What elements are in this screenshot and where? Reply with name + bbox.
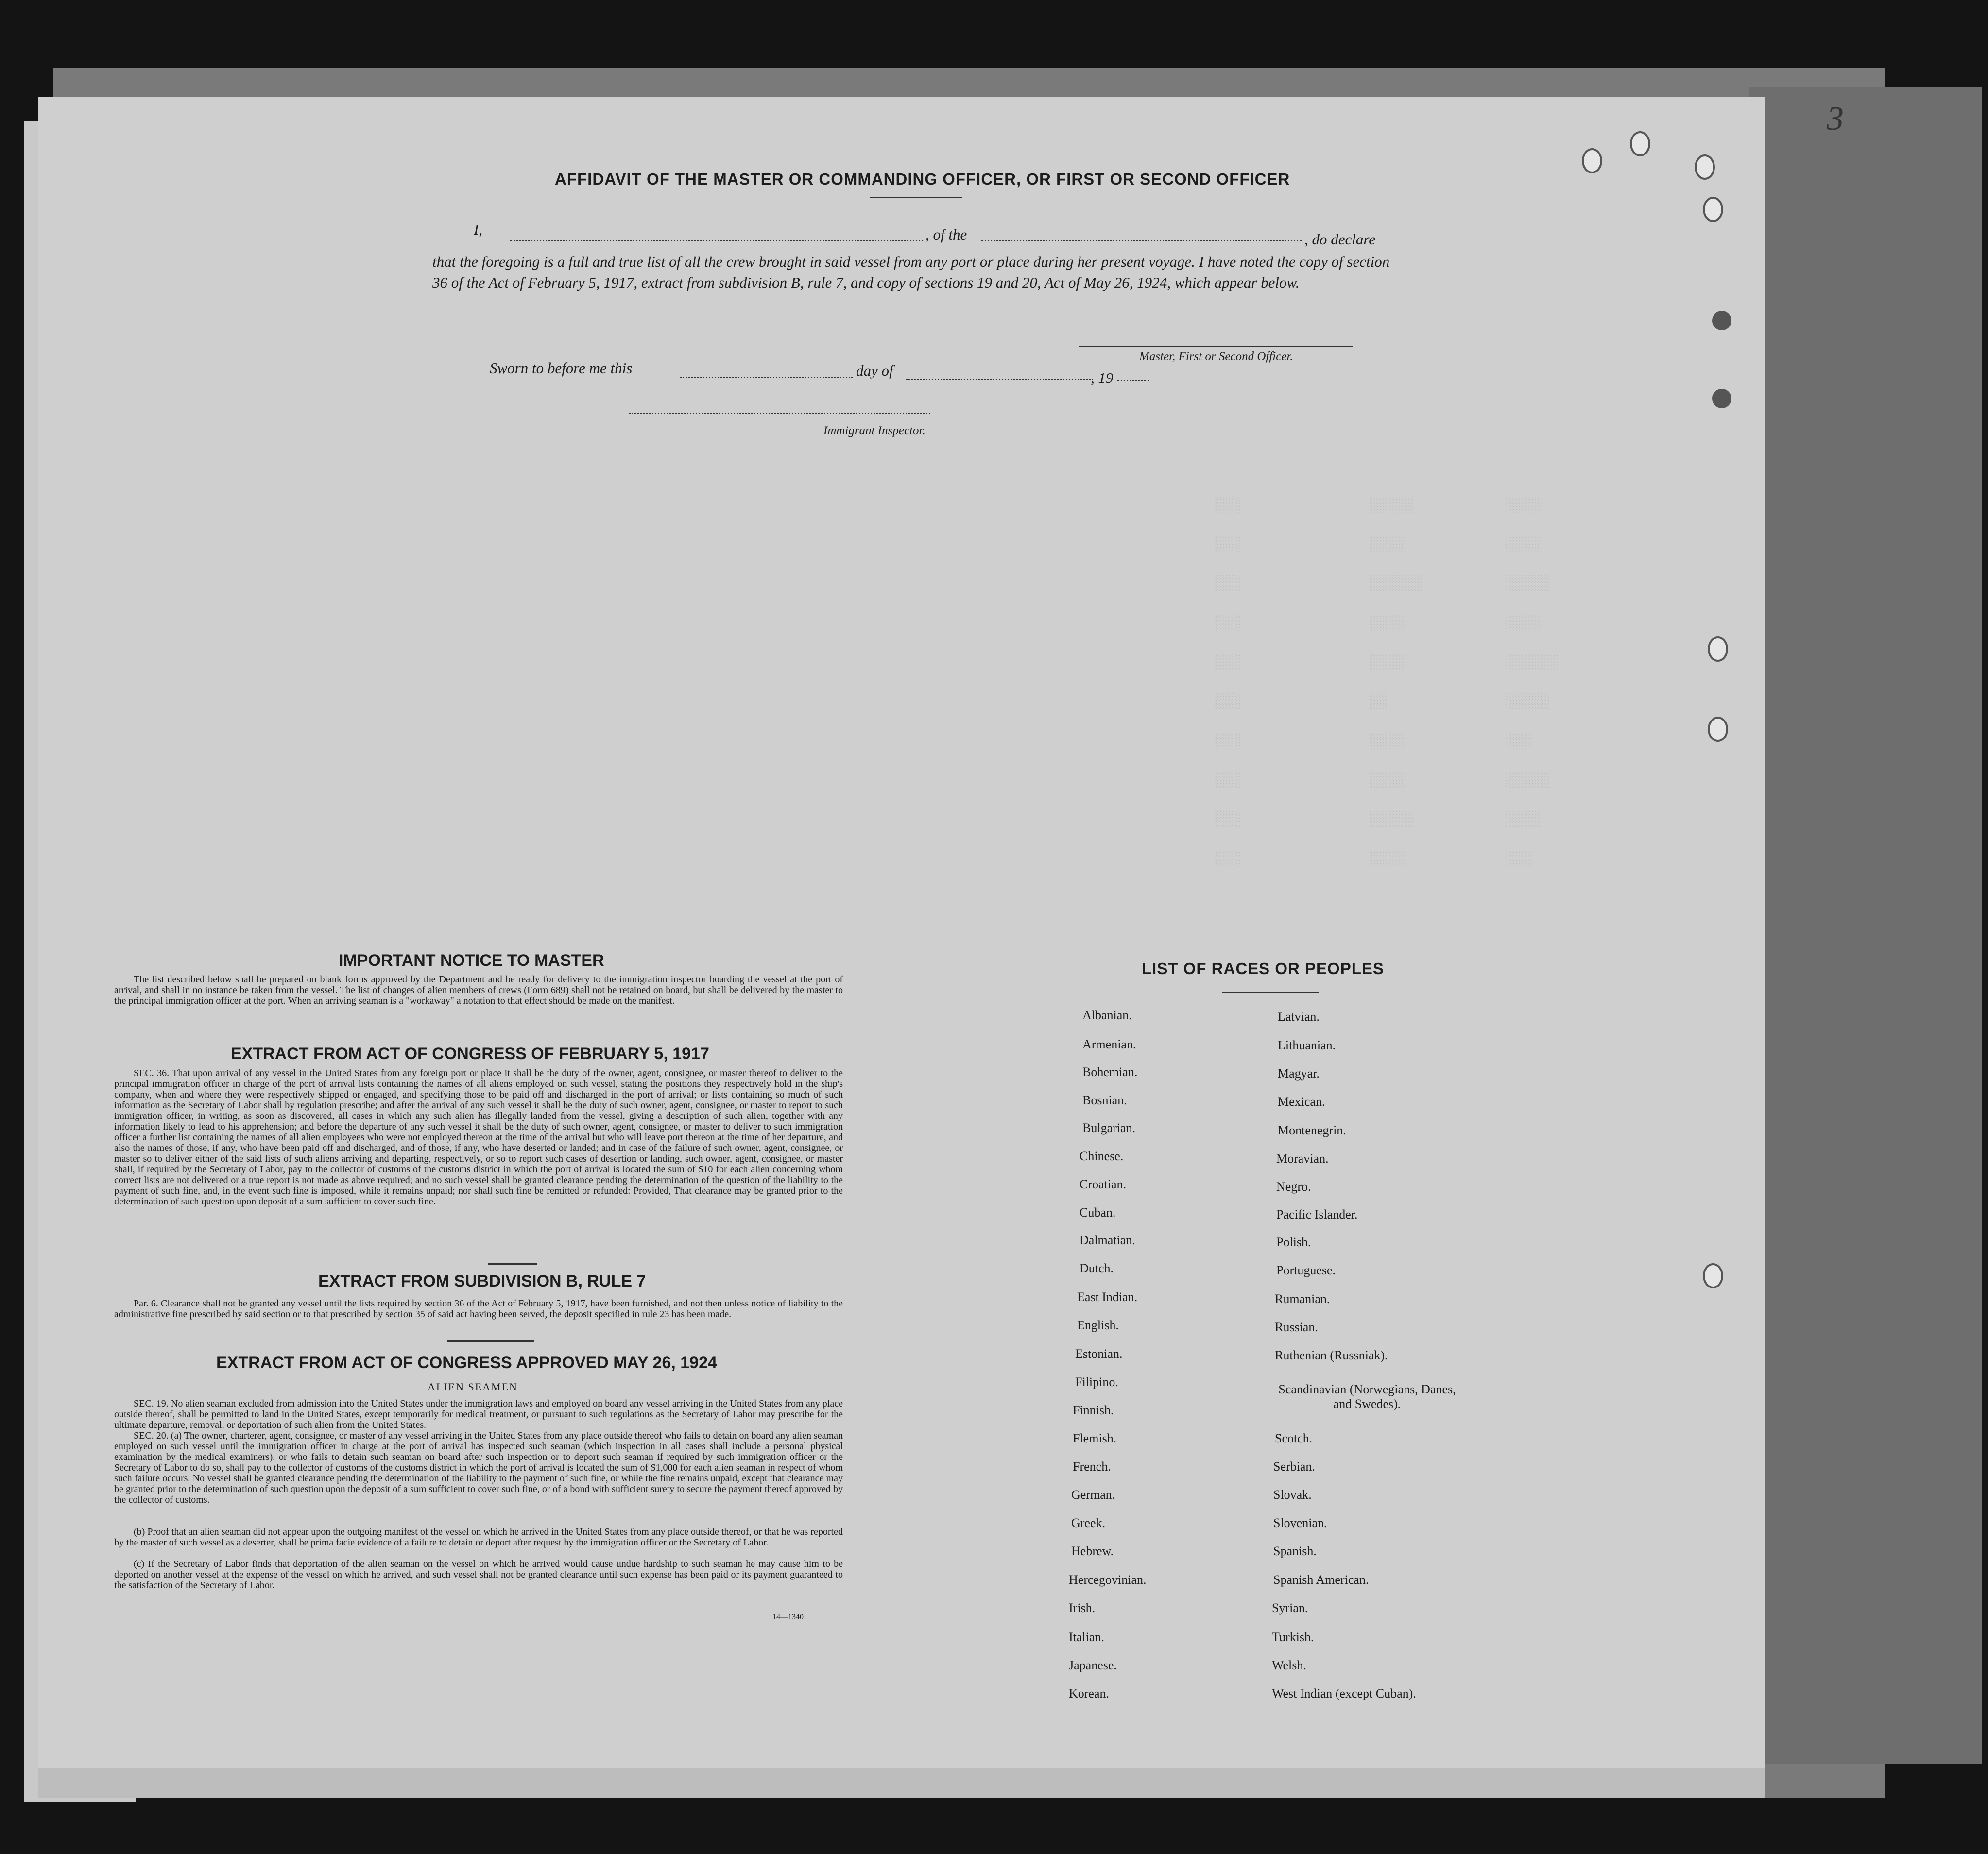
- signature-line: [1079, 346, 1353, 347]
- affidavit-title: AFFIDAVIT OF THE MASTER OR COMMANDING OFFICER, OR FIRST OR SECOND OFFICER: [555, 170, 1290, 188]
- race-item: Magyar.: [1278, 1066, 1320, 1081]
- race-item: Scandinavian (Norwegians, Danes, and Swedes).: [1278, 1382, 1456, 1411]
- race-item: Welsh.: [1272, 1658, 1306, 1672]
- race-item: Moravian.: [1276, 1151, 1329, 1166]
- sworn-label: Sworn to before me this: [490, 360, 633, 377]
- race-item: East Indian.: [1077, 1290, 1138, 1304]
- extract-1917-body: SEC. 36. That upon arrival of any vessel in the United States from any foreign port or place it shall be the duty of the owner, agent, consignee, or master thereof to deliver to the principal immigration officer in charge of the port of arrival lists containing the names of all aliens employed on such vessel, stating the positions they respectively hold in the ship's company, when and where they were respectively shipped or engaged, and specifying those to be paid off and discharged in the port of arrival; or lists containing so much of such information as the Secretary of Labor shall by regulation prescribe; and after the arrival of any such vessel it shall be the duty of such owner, agent, consignee, or master to report to such immigration officer, in writing, as soon as discovered, all cases in which any such alien has illegally landed from the vessel, giving a description of such alien, together with any information likely to lead to his apprehension; and before the departure of any such vessel it shall be the duty of such owner, agent, consignee, or master to deliver to such immigration officer a further list containing the names of all alien employees who were not employed thereon at the time of the arrival but who will leave port thereon at the time of her departure, and also the names of those, if any, who have been paid off and discharged, and of those, if any, who have deserted or landed; and in case of the failure of such owner, agent, consignee, or master so to deliver either of the said lists of such aliens arriving and departing, respectively, or so to report such cases of desertion or landing, such owner, agent, consignee, or master shall, if required by the Secretary of Labor, pay to the collector of customs of the customs district in which the port of arrival is located the sum of $10 for each alien concerning whom correct lists are not delivered or a true report is not made as above required; and no such vessel shall be granted clearance pending the determination of the question of the liability to the payment of such fine, and, in the event such fine is imposed, while it remains unpaid; nor shall such fine be remitted or refunded: Provided, That clearance may be granted prior to the determination of such question upon deposit of a sum sufficient to cover such fine.: [114, 1068, 843, 1207]
- race-item: Dalmatian.: [1080, 1233, 1135, 1247]
- race-item: Hercegovinian.: [1069, 1573, 1147, 1587]
- bleed-through-text: ░░░░░ ░░░░ ░░░░░░ ░░░░ ░░░░ ░░ ░░░░ ░░░░ ░░░░░ ░░░░: [1370, 497, 1423, 868]
- binder-hole: [1630, 131, 1650, 156]
- race-item: Chinese.: [1080, 1149, 1124, 1163]
- divider: [1222, 992, 1319, 993]
- race-item: Bulgarian.: [1082, 1121, 1136, 1135]
- bleed-through-text: ░░░ ░░░ ░░░ ░░░ ░░░ ░░░ ░░░ ░░░ ░░░ ░░░: [1215, 497, 1241, 868]
- race-item: Serbian.: [1273, 1459, 1315, 1474]
- year-label: , 19: [1091, 369, 1114, 386]
- form-number: 14—1340: [772, 1613, 804, 1621]
- month-blank: [906, 379, 1093, 380]
- race-item: Filipino.: [1075, 1375, 1118, 1389]
- race-item: Turkish.: [1272, 1630, 1314, 1644]
- race-item: West Indian (except Cuban).: [1272, 1686, 1416, 1700]
- notice-body: The list described below shall be prepared on blank forms approved by the Department and be ready for delivery to the immigration inspector boarding the vessel at the port of arrival, and shall in no instance be taken from the vessel. The list of changes of alien members of crews (Form 689) shall not be retained on board, but shall be delivered by the master to the principal immigration officer at the port. When an arriving seaman is a "workaway" a notation to that effect should be made on the manifest.: [114, 974, 843, 1006]
- alien-seamen-subtitle: ALIEN SEAMEN: [428, 1381, 518, 1393]
- binder-hole: [1708, 636, 1728, 662]
- extract-rule7-title: EXTRACT FROM SUBDIVISION B, RULE 7: [318, 1272, 646, 1290]
- notice-title: IMPORTANT NOTICE TO MASTER: [339, 951, 604, 970]
- race-item: Scotch.: [1275, 1431, 1313, 1445]
- race-item: Montenegrin.: [1278, 1123, 1346, 1137]
- do-declare-label: , do declare: [1304, 231, 1376, 248]
- race-item: Greek.: [1071, 1516, 1106, 1530]
- race-item: Finnish.: [1073, 1403, 1114, 1417]
- declaration-text: that the foregoing is a full and true list of all the crew brought in said vessel from any port or place during her present voyage. I have noted the copy of section 36 of the Act of February 5, 1917, extract from subdivision B, rule 7, and copy of sections 19 and 20, Act of May 26, 1924, which appear below.: [432, 253, 1390, 291]
- race-item: Negro.: [1276, 1180, 1311, 1194]
- race-item: Estonian.: [1075, 1347, 1123, 1361]
- of-the-label: , of the: [925, 226, 967, 243]
- binder-hole: [1708, 717, 1728, 742]
- race-item: Flemish.: [1073, 1431, 1117, 1445]
- ink-blot: [1712, 311, 1731, 330]
- signature-caption: Master, First or Second Officer.: [1139, 350, 1293, 363]
- race-item: Slovenian.: [1273, 1516, 1327, 1530]
- bleed-through-text: ░░░░ ░░░░ ░░░░░ ░░░░ ░░░░░░ ░░░░░ ░░░ ░░░░░ ░░░░ ░░░: [1506, 497, 1559, 868]
- races-list-title: LIST OF RACES OR PEOPLES: [1142, 960, 1384, 978]
- divider: [447, 1340, 534, 1342]
- race-item: Croatian.: [1080, 1177, 1127, 1191]
- sec-20c: (c) If the Secretary of Labor finds that deportation of the alien seaman on the vessel on which he arrived would cause undue hardship to such seaman he may cause him to be deported on another vessel at the expense of the vessel on which he arrived, and such vessel shall not be granted clearance until such expense has been paid or its payment guaranteed to the satisfaction of the Secretary of Labor.: [114, 1559, 843, 1591]
- inspector-signature-line: [629, 413, 930, 414]
- year-blank: [1117, 380, 1149, 381]
- race-item: Spanish American.: [1273, 1573, 1369, 1587]
- binder-hole: [1703, 1263, 1723, 1288]
- vessel-blank: [981, 240, 1302, 241]
- binder-hole: [1703, 197, 1723, 222]
- title-underline: [870, 197, 962, 198]
- race-item: Dutch.: [1080, 1261, 1114, 1275]
- race-item: English.: [1077, 1318, 1119, 1332]
- race-item: Korean.: [1069, 1686, 1110, 1700]
- race-item: Hebrew.: [1071, 1544, 1114, 1558]
- race-item: Armenian.: [1082, 1037, 1136, 1051]
- binder-hole: [1695, 154, 1715, 180]
- form-page: [38, 97, 1765, 1773]
- race-item: Spanish.: [1273, 1544, 1317, 1558]
- race-item: French.: [1073, 1459, 1111, 1474]
- race-item: Syrian.: [1272, 1601, 1308, 1615]
- race-item: Albanian.: [1082, 1008, 1132, 1022]
- extract-1917-title: EXTRACT FROM ACT OF CONGRESS OF FEBRUARY 5, 1917: [231, 1045, 709, 1063]
- race-item: Cuban.: [1080, 1205, 1116, 1219]
- back-sheet-edge: [1749, 87, 1982, 1764]
- race-item: Rumanian.: [1275, 1292, 1330, 1306]
- race-item: Slovak.: [1273, 1488, 1312, 1502]
- race-item: Irish.: [1069, 1601, 1096, 1615]
- race-item: Japanese.: [1069, 1658, 1117, 1672]
- i-label: I,: [474, 221, 483, 238]
- race-item: Portuguese.: [1276, 1263, 1336, 1277]
- race-item: Latvian.: [1278, 1010, 1320, 1024]
- inspector-caption: Immigrant Inspector.: [823, 424, 925, 437]
- binder-hole: [1582, 148, 1602, 173]
- extract-1924-title: EXTRACT FROM ACT OF CONGRESS APPROVED MAY 26, 1924: [216, 1354, 717, 1372]
- race-item: German.: [1071, 1488, 1115, 1502]
- page-number: 3: [1827, 100, 1844, 137]
- race-item: Mexican.: [1278, 1095, 1325, 1109]
- day-of-label: day of: [856, 362, 893, 379]
- race-item: Bosnian.: [1082, 1093, 1127, 1107]
- sec-20b: (b) Proof that an alien seaman did not appear upon the outgoing manifest of the vessel on which he arrived in the United States from any place outside thereof, or that he was reported by the master of such vessel as a deserter, shall be prima facie evidence of a failure to detain or deport after request by the immigration officer or the Secretary of Labor.: [114, 1527, 843, 1548]
- race-item: Ruthenian (Russniak).: [1275, 1348, 1388, 1362]
- race-item: Pacific Islander.: [1276, 1207, 1358, 1221]
- race-item: Italian.: [1069, 1630, 1104, 1644]
- race-item: Bohemian.: [1082, 1065, 1138, 1079]
- sec-20a: SEC. 20. (a) The owner, charterer, agent, consignee, or master of any vessel arriving in the United States from any place outside thereof who fails to detain on board any alien seaman employed on such vessel until the immigration officer in charge at the port of arrival has inspected such seaman (which inspection in all cases shall include a personal physical examination by the medical examiners), or who fails to detain such seaman on board after such inspection or to deport such seaman if required by such immigration officer or the Secretary of Labor to do so, shall pay to the collector of customs of the customs district in which the port of arrival is located the sum of $1,000 for each alien seaman in respect of whom such failure occurs. No vessel shall be granted clearance pending the determination of the liability to the payment of such fine, or while the fine remains unpaid, except that clearance may be granted prior to the determination of such question upon the deposit of a sum sufficient to cover such fine, or of a bond with sufficient surety to secure the payment thereof approved by the collector of customs.: [114, 1430, 843, 1505]
- page-bottom-edge: [38, 1768, 1765, 1798]
- race-item: Polish.: [1276, 1235, 1311, 1249]
- sworn-day-blank: [680, 377, 853, 378]
- extract-rule7-body: Par. 6. Clearance shall not be granted any vessel until the lists required by section 36 of the Act of February 5, 1917, have been furnished, and not then unless notice of liability to the administrative fine prescribed by said section or to that prescribed by section 35 of said act having been served, the deposit specified in rule 23 has been made.: [114, 1298, 843, 1320]
- ink-blot: [1712, 389, 1731, 408]
- name-blank: [510, 240, 923, 241]
- race-item: Lithuanian.: [1278, 1038, 1336, 1052]
- divider: [488, 1263, 537, 1265]
- sec-19: SEC. 19. No alien seaman excluded from admission into the United States under the immigration laws and employed on board any vessel arriving in the United States from any place outside thereof, shall be permitted to land in the United States, except temporarily for medical treatment, or pursuant to such regulations as the Secretary of Labor may prescribe for the ultimate departure, removal, or deportation of such alien from the United States.: [114, 1398, 843, 1430]
- race-item: Russian.: [1275, 1320, 1318, 1334]
